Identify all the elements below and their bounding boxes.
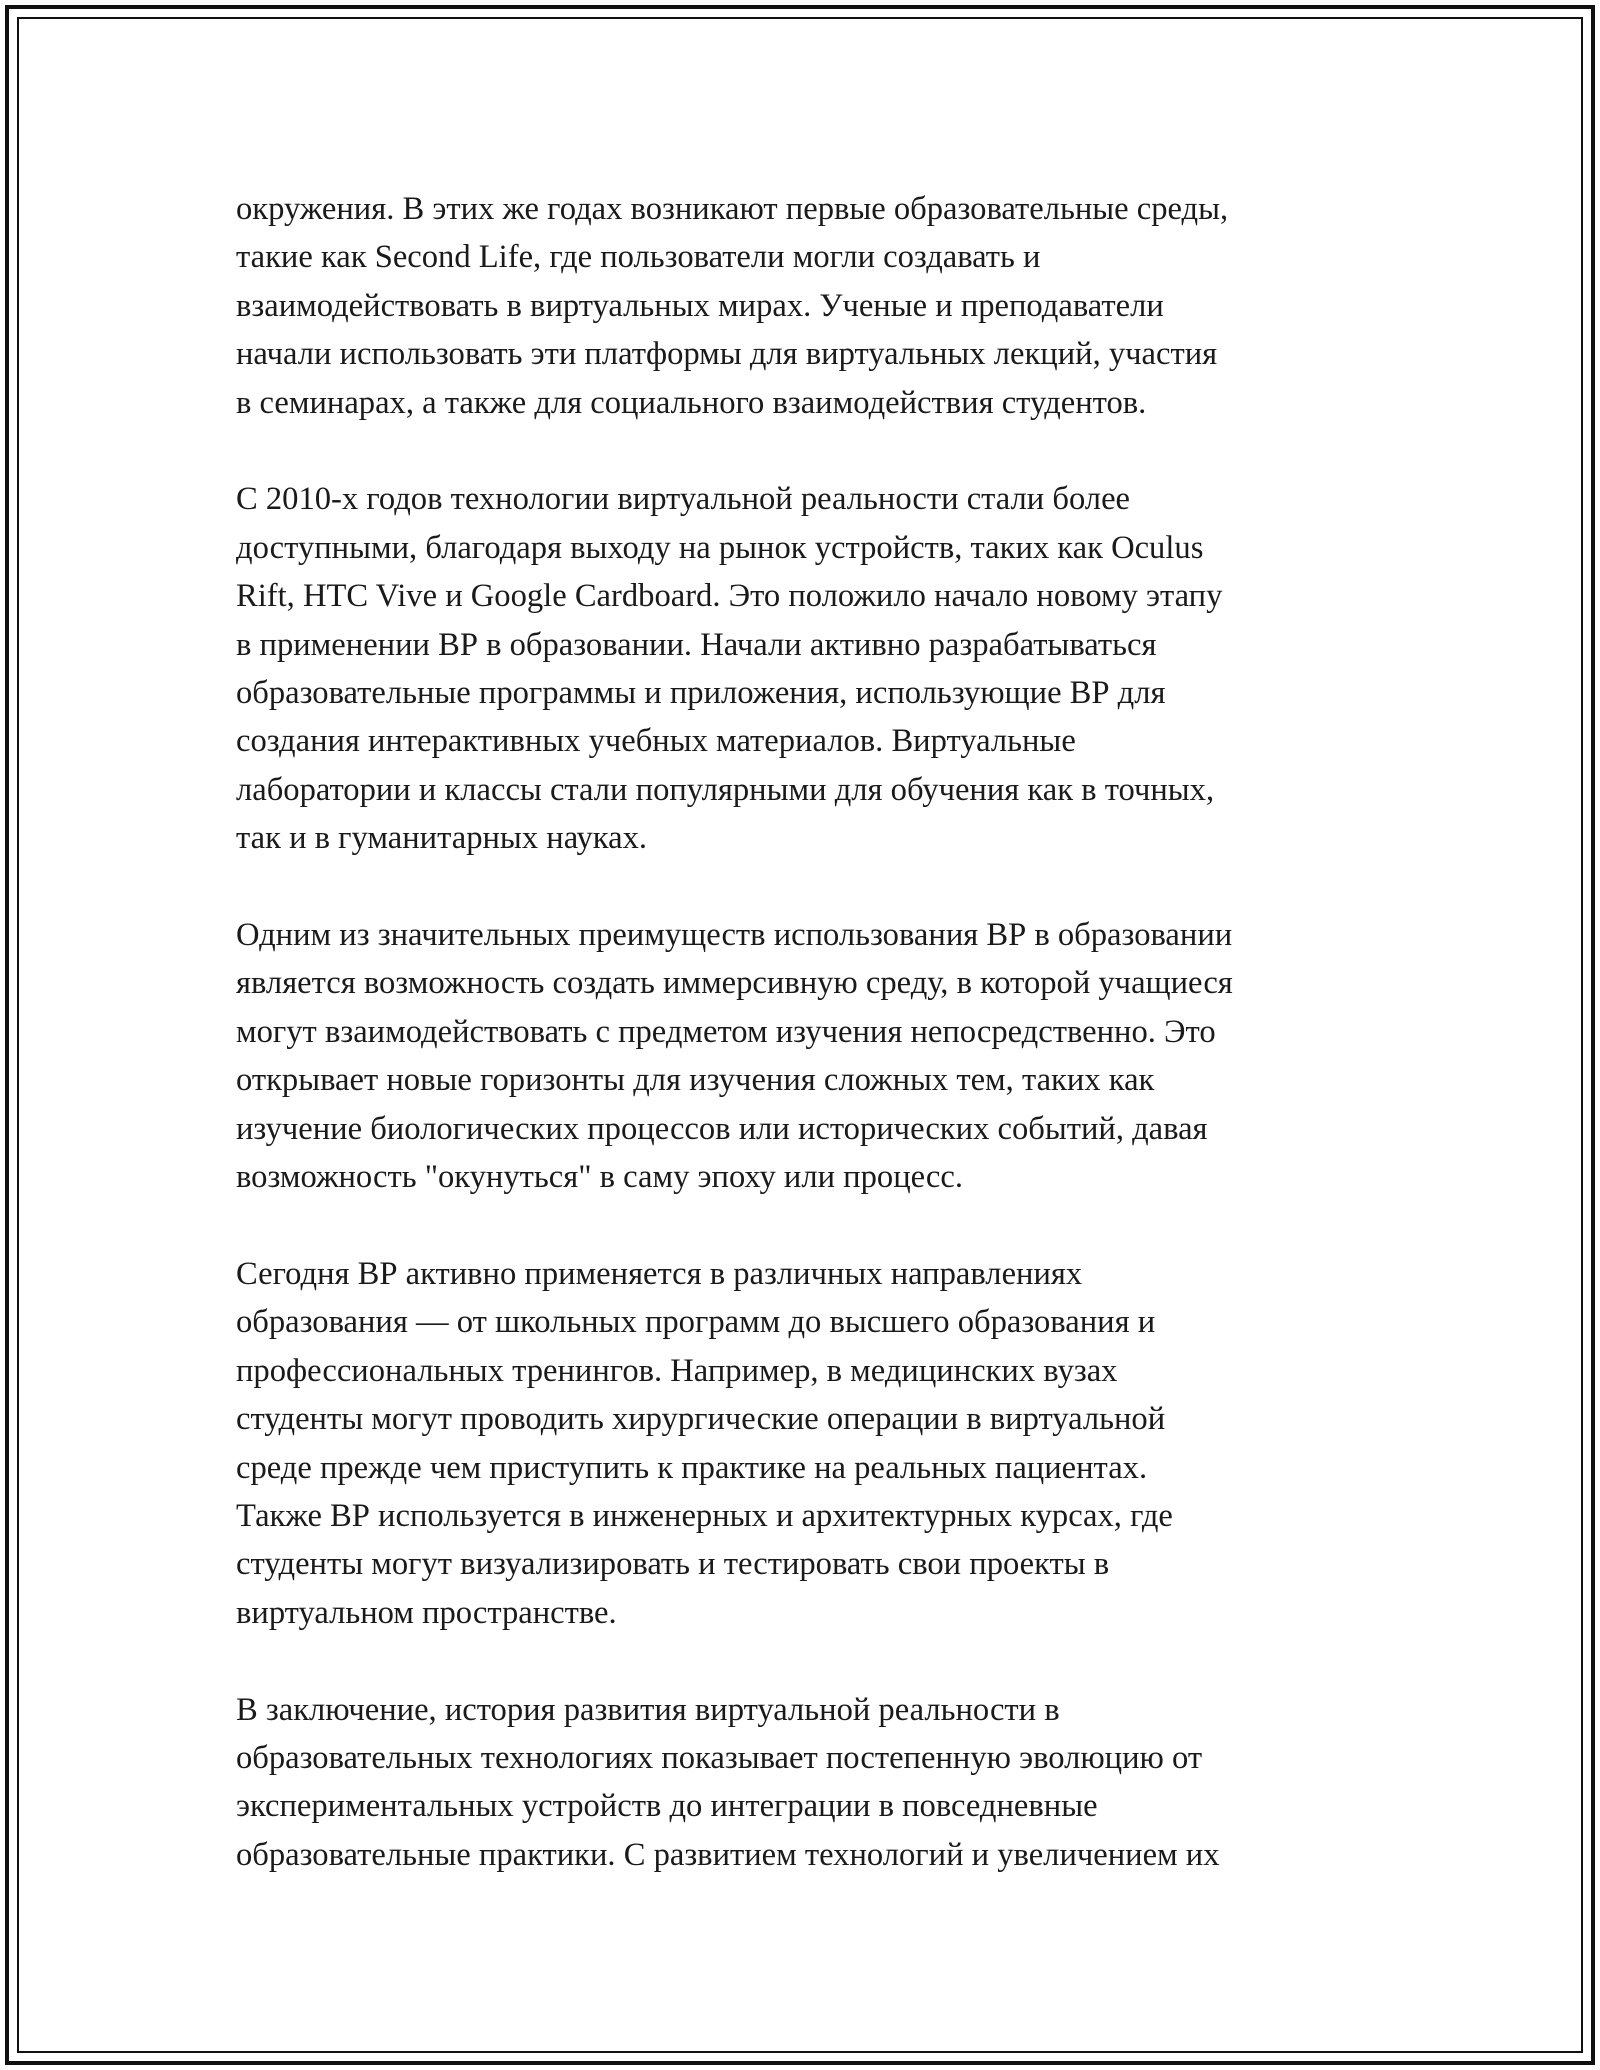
paragraph-2 (236, 475, 1386, 862)
text-line: Сегодня ВР активно применяется в различных направлениях (236, 1255, 1083, 1292)
text-line: создания интерактивных учебных материалов. Виртуальные (236, 723, 1076, 760)
text-line: В заключение, история развития виртуальной реальности в (236, 1691, 1060, 1728)
text-line: образовательные программы и приложения, использующие ВР для (236, 675, 1166, 712)
text-line: профессиональных тренингов. Например, в медицинских вузах (236, 1352, 1118, 1389)
paragraph-5 (236, 1686, 1386, 1880)
text-line: в применении ВР в образовании. Начали активно разрабатываться (236, 626, 1157, 663)
text-line: студенты могут проводить хирургические операции в виртуальной (236, 1401, 1166, 1438)
text-line: экспериментальных устройств до интеграции в повседневные (236, 1788, 1098, 1825)
text-line: изучение биологических процессов или исторических событий, давая (236, 1110, 1208, 1147)
text-line: так и в гуманитарных науках. (236, 820, 648, 857)
text-line: открывает новые горизонты для изучения сложных тем, таких как (236, 1062, 1155, 1099)
text-line: в семинарах, а также для социального взаимодействия студентов. (236, 384, 1147, 421)
text-line: С 2010-х годов технологии виртуальной реальности стали более (236, 481, 1130, 518)
text-line: Одним из значительных преимуществ использования ВР в образовании (236, 917, 1233, 954)
text-line: начали использовать эти платформы для виртуальных лекций, участия (236, 336, 1218, 373)
text-line: могут взаимодействовать с предметом изучения непосредственно. Это (236, 1013, 1216, 1050)
text-line: образования — от школьных программ до высшего образования и (236, 1304, 1156, 1341)
text-line: студенты могут визуализировать и тестировать свои проекты в (236, 1546, 1110, 1583)
text-line: образовательных технологиях показывает постепенную эволюцию от (236, 1739, 1203, 1776)
text-line: образовательные практики. С развитием технологий и увеличением их (236, 1836, 1220, 1873)
paragraph-4 (236, 1250, 1386, 1637)
text-line: Также ВР используется в инженерных и архитектурных курсах, где (236, 1497, 1173, 1534)
paragraph-3 (236, 911, 1386, 1201)
text-line: окружения. В этих же годах возникают первые образовательные среды, (236, 191, 1229, 227)
text-line: лаборатории и классы стали популярными для обучения как в точных, (236, 771, 1215, 808)
document-body (236, 185, 1386, 1928)
text-line: является возможность создать иммерсивную среду, в которой учащиеся (236, 965, 1233, 1002)
text-line: такие как Second Life, где пользователи могли создавать и (236, 239, 1041, 276)
text-line: среде прежде чем приступить к практике на реальных пациентах. (236, 1449, 1148, 1486)
text-line: Rift, HTC Vive и Google Cardboard. Это положило начало новому этапу (236, 578, 1223, 615)
paragraph-1 (236, 185, 1386, 427)
text-line: возможность "окунуться" в саму эпоху или процесс. (236, 1159, 963, 1196)
text-line: взаимодействовать в виртуальных мирах. Ученые и преподаватели (236, 287, 1164, 324)
text-line: виртуальном пространстве. (236, 1594, 617, 1631)
text-line: доступными, благодаря выходу на рынок устройств, таких как Oculus (236, 529, 1204, 566)
